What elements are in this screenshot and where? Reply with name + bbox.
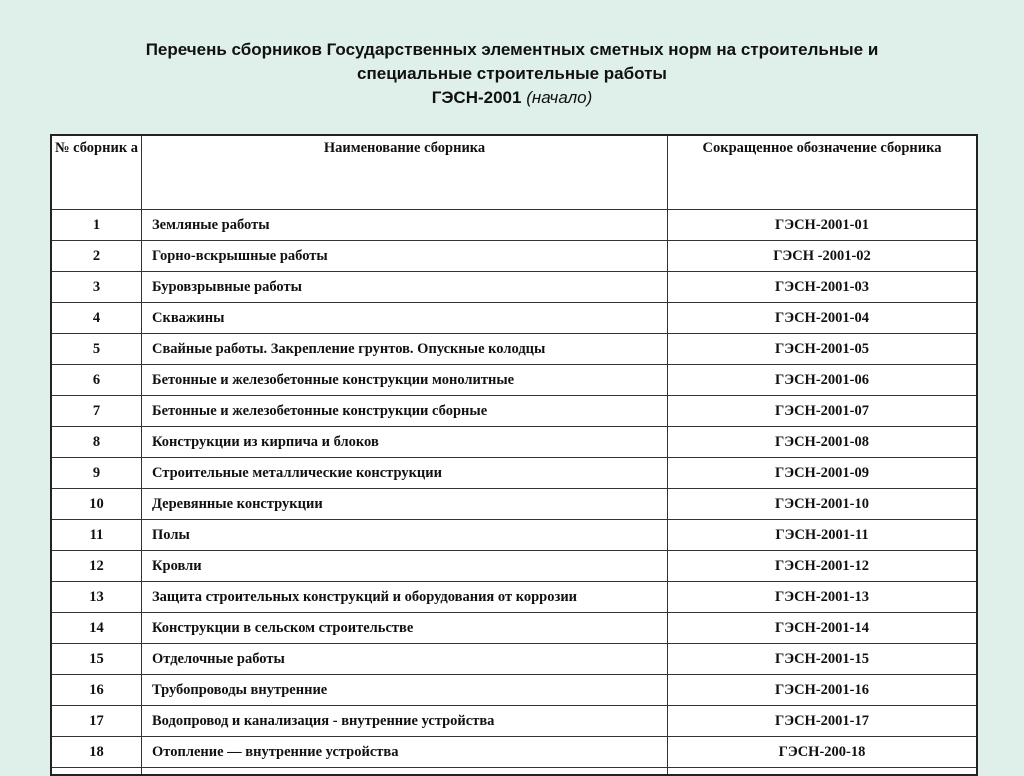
row-number: 11 [51,520,142,551]
row-name: Трубопроводы внутренние [142,675,668,706]
table-row [51,489,977,520]
page-title [0,38,1024,110]
row-name: Свайные работы. Закрепление грунтов. Опускные колодцы [142,334,668,365]
table-row [51,334,977,365]
row-name: Бетонные и железобетонные конструкции сборные [142,396,668,427]
title-line-2: специальные строительные работы [357,64,667,83]
table-row [51,706,977,737]
title-subtitle: (начало) [526,88,593,107]
row-number: 4 [51,303,142,334]
header-num: № сборник а [51,135,142,210]
row-name: Бетонные и железобетонные конструкции монолитные [142,365,668,396]
title-code: ГЭСН-2001 [431,88,522,107]
empty-cell [142,768,668,776]
row-number: 13 [51,582,142,613]
row-code: ГЭСН-2001-05 [668,334,978,365]
collections-table [50,134,978,776]
row-name: Кровли [142,551,668,582]
row-number: 5 [51,334,142,365]
table-row [51,582,977,613]
row-code: ГЭСН-2001-11 [668,520,978,551]
row-code: ГЭСН-2001-16 [668,675,978,706]
row-code: ГЭСН-2001-14 [668,613,978,644]
row-number: 12 [51,551,142,582]
empty-cell [668,768,978,776]
header-code: Сокращенное обозначение сборника [668,135,978,210]
table-row [51,551,977,582]
table-row [51,737,977,768]
row-code: ГЭСН-2001-12 [668,551,978,582]
row-number: 3 [51,272,142,303]
table-row [51,675,977,706]
row-number: 7 [51,396,142,427]
title-line-1: Перечень сборников Государственных элементных сметных норм на строительные и [145,40,879,59]
row-name: Горно-вскрышные работы [142,241,668,272]
row-number: 18 [51,737,142,768]
row-name: Защита строительных конструкций и оборудования от коррозии [142,582,668,613]
row-code: ГЭСН-2001-07 [668,396,978,427]
row-name: Деревянные конструкции [142,489,668,520]
row-name: Скважины [142,303,668,334]
table-header-row [51,135,977,210]
row-number: 8 [51,427,142,458]
row-number: 15 [51,644,142,675]
row-code: ГЭСН-2001-01 [668,210,978,241]
table-row [51,396,977,427]
row-name: Земляные работы [142,210,668,241]
row-name: Конструкции в сельском строительстве [142,613,668,644]
table-row [51,644,977,675]
row-number: 17 [51,706,142,737]
row-code: ГЭСН-2001-08 [668,427,978,458]
table-body [51,210,977,776]
row-code: ГЭСН -2001-02 [668,241,978,272]
row-number: 6 [51,365,142,396]
row-name: Полы [142,520,668,551]
table-row [51,241,977,272]
row-number: 16 [51,675,142,706]
title-line-3 [0,86,1024,110]
empty-cell [51,768,142,776]
table-row [51,520,977,551]
table-row-partial [51,768,977,776]
row-name: Водопровод и канализация - внутренние устройства [142,706,668,737]
row-number: 10 [51,489,142,520]
row-code: ГЭСН-2001-13 [668,582,978,613]
row-code: ГЭСН-2001-09 [668,458,978,489]
row-number: 2 [51,241,142,272]
row-number: 1 [51,210,142,241]
row-code: ГЭСН-2001-15 [668,644,978,675]
table-row [51,427,977,458]
table-row [51,458,977,489]
row-name: Отделочные работы [142,644,668,675]
row-code: ГЭСН-200-18 [668,737,978,768]
table-row [51,613,977,644]
row-name: Буровзрывные работы [142,272,668,303]
table-row [51,272,977,303]
table-row [51,365,977,396]
row-code: ГЭСН-2001-10 [668,489,978,520]
row-code: ГЭСН-2001-17 [668,706,978,737]
table-row [51,303,977,334]
header-name: Наименование сборника [142,135,668,210]
row-name: Строительные металлические конструкции [142,458,668,489]
row-number: 14 [51,613,142,644]
table-row [51,210,977,241]
row-number: 9 [51,458,142,489]
row-code: ГЭСН-2001-06 [668,365,978,396]
row-code: ГЭСН-2001-04 [668,303,978,334]
row-name: Отопление — внутренние устройства [142,737,668,768]
row-code: ГЭСН-2001-03 [668,272,978,303]
row-name: Конструкции из кирпича и блоков [142,427,668,458]
